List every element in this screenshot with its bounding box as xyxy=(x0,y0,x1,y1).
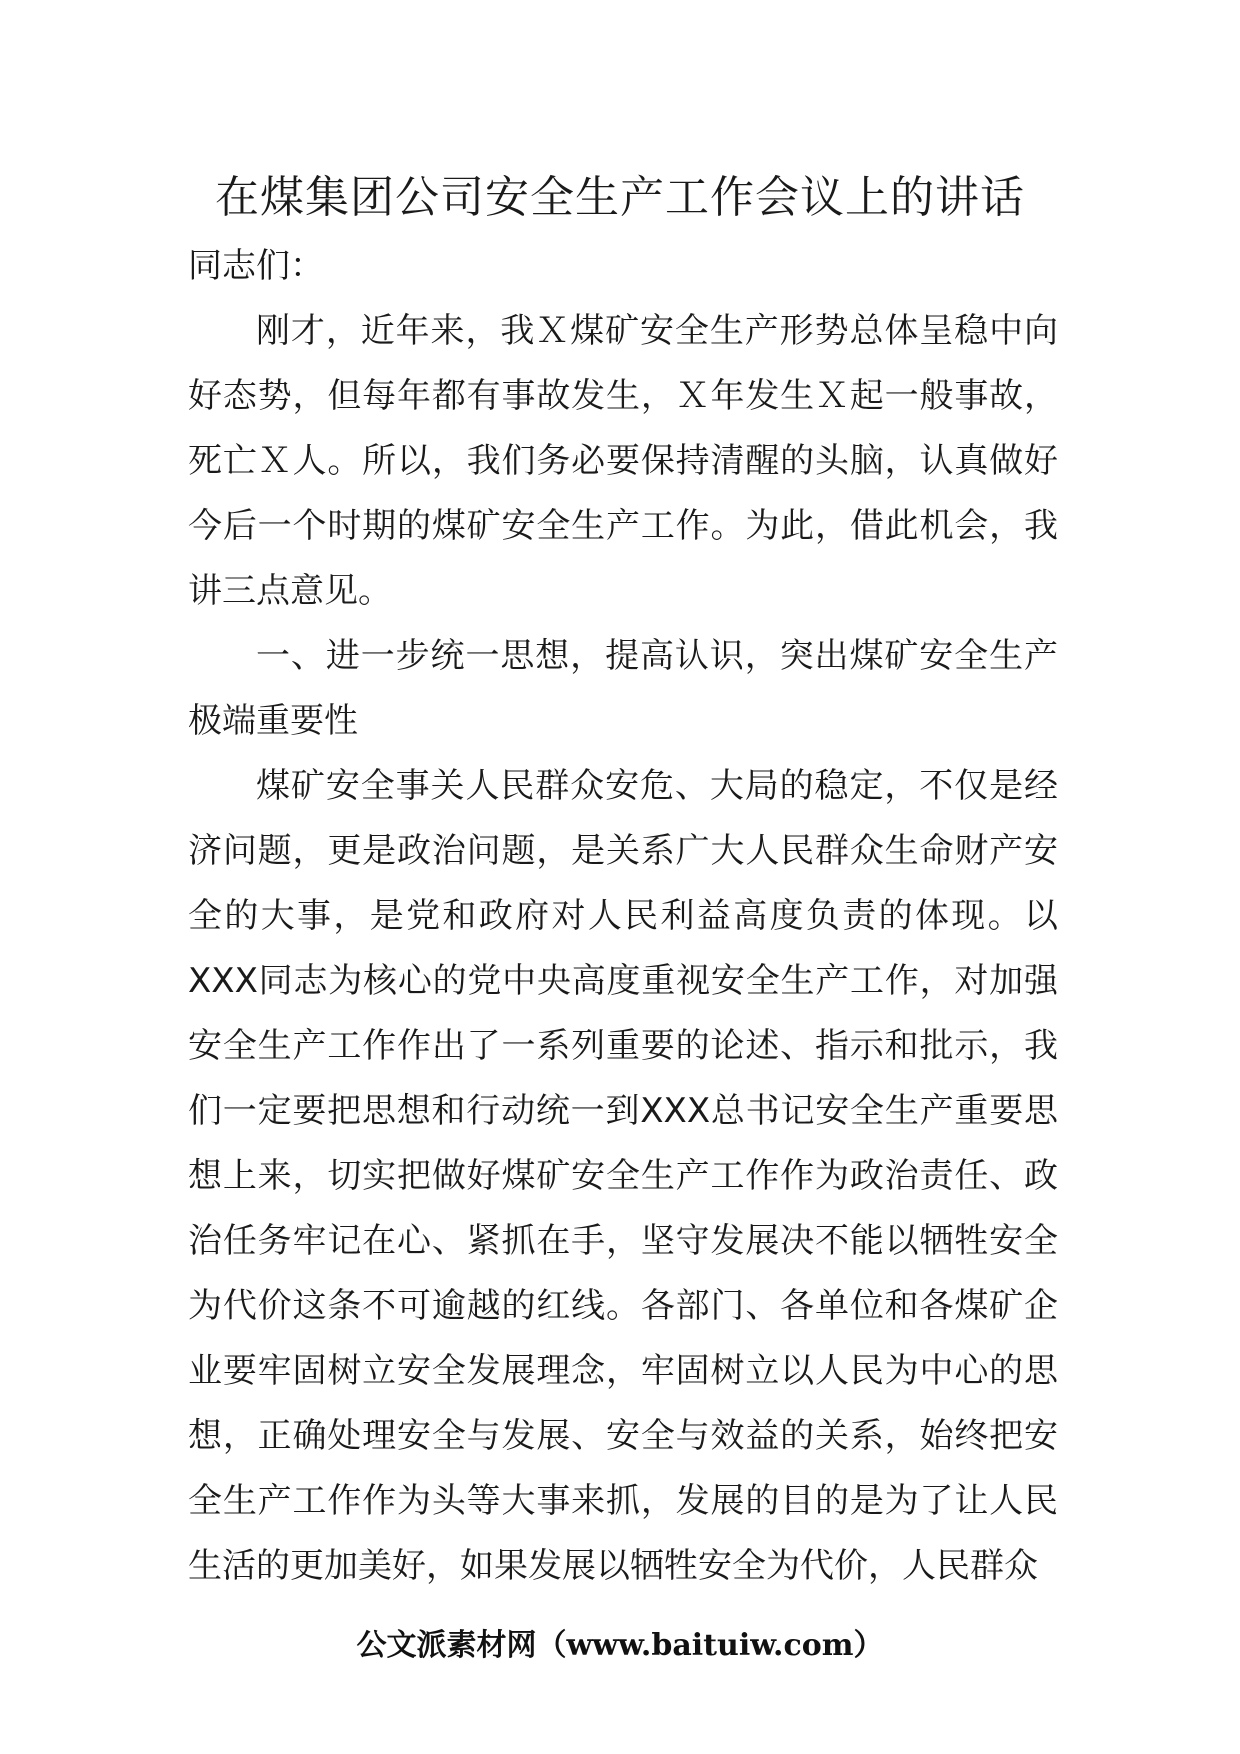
section-heading-1: 一、进一步统一思想，提高认识，突出煤矿安全生产极端重要性 xyxy=(188,636,1058,741)
document-body xyxy=(188,234,1058,1599)
paragraph-intro: 刚才，近年来，我Ｘ煤矿安全生产形势总体呈稳中向好态势，但每年都有事故发生，Ｘ年发生Ｘ起一般事故，死亡Ｘ人。所以，我们务必要保持清醒的头脑，认真做好今后一个时期的煤矿安全生产工作。为此，借此机会，我讲三点意见。 xyxy=(188,311,1058,611)
paragraph-section-1: 煤矿安全事关人民群众安危、大局的稳定，不仅是经济问题，更是政治问题，是关系广大人民群众生命财产安全的大事，是党和政府对人民利益高度负责的体现。以XXX同志为核心的党中央高度重视安全生产工作，对加强安全生产工作作出了一系列重要的论述、指示和批示，我们一定要把思想和行动统一到XXX总书记安全生产重要思想上来，切实把做好煤矿安全生产工作作为政治责任、政治任务牢记在心、紧抓在手，坚守发展决不能以牺牲安全为代价这条不可逾越的红线。各部门、各单位和各煤矿企业要牢固树立安全发展理念，牢固树立以人民为中心的思想，正确处理安全与发展、安全与效益的关系，始终把安全生产工作作为头等大事来抓，发展的目的是为了让人民生活的更加美好，如果发展以牺牲安全为代价，人民群众 xyxy=(188,766,1058,1586)
footer-watermark: 公文派素材网（www.baituiw.com） xyxy=(356,1628,884,1663)
document-title: 在煤集团公司安全生产工作会议上的讲话 xyxy=(215,172,1025,223)
salutation: 同志们： xyxy=(188,246,324,286)
